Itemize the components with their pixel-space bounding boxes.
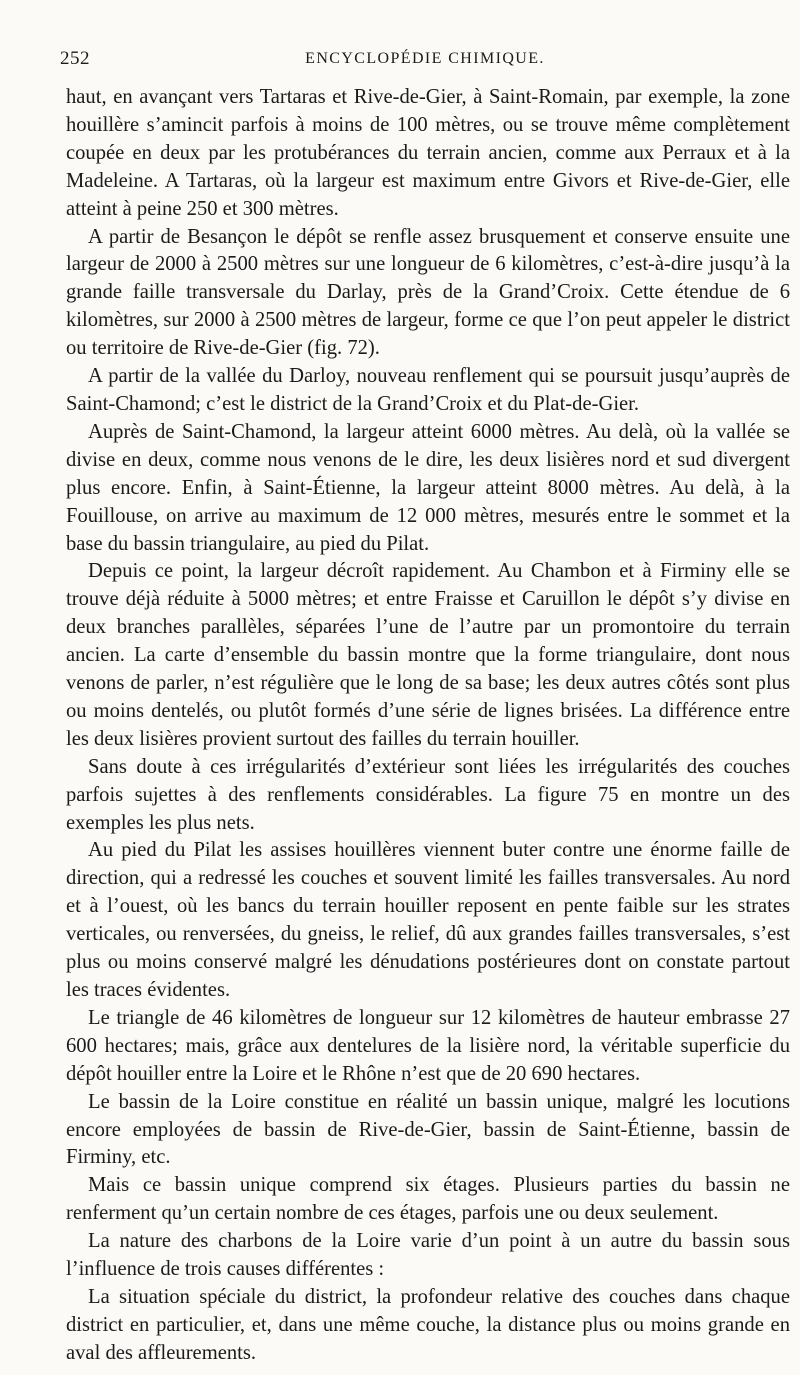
- body-text: [66, 84, 790, 1368]
- paragraph: La nature des charbons de la Loire varie d’un point à un autre du bassin sous l’influence de trois causes différentes :: [66, 1230, 790, 1281]
- paragraph: Le triangle de 46 kilomètres de longueur sur 12 kilomètres de hauteur embrasse 27 600 hectares; mais, grâce aux dentelures de la lisière nord, la véritable superficie du dépôt houiller entre la Loire et le Rhône n’est que de 20 690 hectares.: [66, 1006, 790, 1085]
- paragraph: Depuis ce point, la largeur décroît rapidement. Au Chambon et à Firminy elle se trouve déjà réduite à 5000 mètres; et entre Fraisse et Caruillon le dépôt s’y divise en deux branches parallèles, séparées l’une de l’autre par un promontoire du terrain ancien. La carte d’ensemble du bassin montre que la forme triangulaire, dont nous venons de parler, n’est régulière que le long de sa base; les deux autres côtés sont plus ou moins dentelés, ou plutôt formés d’une série de lignes brisées. La différence entre les deux lisières provient surtout des failles du terrain houiller.: [66, 560, 790, 750]
- paragraph: A partir de Besançon le dépôt se renfle assez brusquement et conserve ensuite une largeur de 2000 à 2500 mètres sur une longueur de 6 kilomètres, c’est-à-dire jusqu’à la grande faille transversale du Darlay, près de la Grand’Croix. Cette étendue de 6 kilomètres, sur 2000 à 2500 mètres de largeur, forme ce que l’on peut appeler le district ou territoire de Rive-de-Gier (fig. 72).: [66, 225, 790, 360]
- paragraph: A partir de la vallée du Darloy, nouveau renflement qui se poursuit jusqu’auprès de Saint-Chamond; c’est le district de la Grand’Croix et du Plat-de-Gier.: [66, 365, 790, 415]
- paragraph: La situation spéciale du district, la profondeur relative des couches dans chaque district en particulier, et, dans une même couche, la distance plus ou moins grande en aval des affleurements.: [66, 1285, 790, 1364]
- paragraph: haut, en avançant vers Tartaras et Rive-de-Gier, à Saint-Romain, par exemple, la zone houillère s’amincit parfois à moins de 100 mètres, ou se trouve même complètement coupée en deux par les protubérances du terrain ancien, comme aux Perraux et à la Madeleine. A Tartaras, où la largeur est maximum entre Givors et Rive-de-Gier, elle atteint à peine 250 et 300 mètres.: [66, 86, 790, 220]
- running-title: ENCYCLOPÉDIE CHIMIQUE.: [305, 50, 545, 67]
- page-number: 252: [60, 48, 90, 69]
- paragraph: Sans doute à ces irrégularités d’extérieur sont liées les irrégularités des couches parfois sujettes à des renflements considérables. La figure 75 en montre un des exemples les plus nets.: [66, 755, 790, 834]
- running-head: [60, 48, 790, 72]
- paragraph: Mais ce bassin unique comprend six étages. Plusieurs parties du bassin ne renferment qu’un certain nombre de ces étages, parfois une ou deux seulement.: [66, 1174, 790, 1225]
- paragraph: Auprès de Saint-Chamond, la largeur atteint 6000 mètres. Au delà, où la vallée se divise en deux, comme nous venons de le dire, les deux lisières nord et sud divergent plus encore. Enfin, à Saint-Étienne, la largeur atteint 8000 mètres. Au delà, à la Fouillouse, on arrive au maximum de 12 000 mètres, mesurés entre le sommet et la base du bassin triangulaire, au pied du Pilat.: [66, 420, 790, 555]
- paragraph: Le bassin de la Loire constitue en réalité un bassin unique, malgré les locutions encore employées de bassin de Rive-de-Gier, bassin de Saint-Étienne, bassin de Firminy, etc.: [66, 1090, 790, 1169]
- paragraph: Au pied du Pilat les assises houillères viennent buter contre une énorme faille de direction, qui a redressé les couches et souvent limité les failles transversales. Au nord et à l’ouest, où les bancs du terrain houiller reposent en pente faible sur les strates verticales, ou renversées, du gneiss, le relief, dû aux grandes failles transversales, s’est plus ou moins conservé malgré les dénudations postérieures dont on constate partout les traces évidentes.: [66, 839, 790, 1001]
